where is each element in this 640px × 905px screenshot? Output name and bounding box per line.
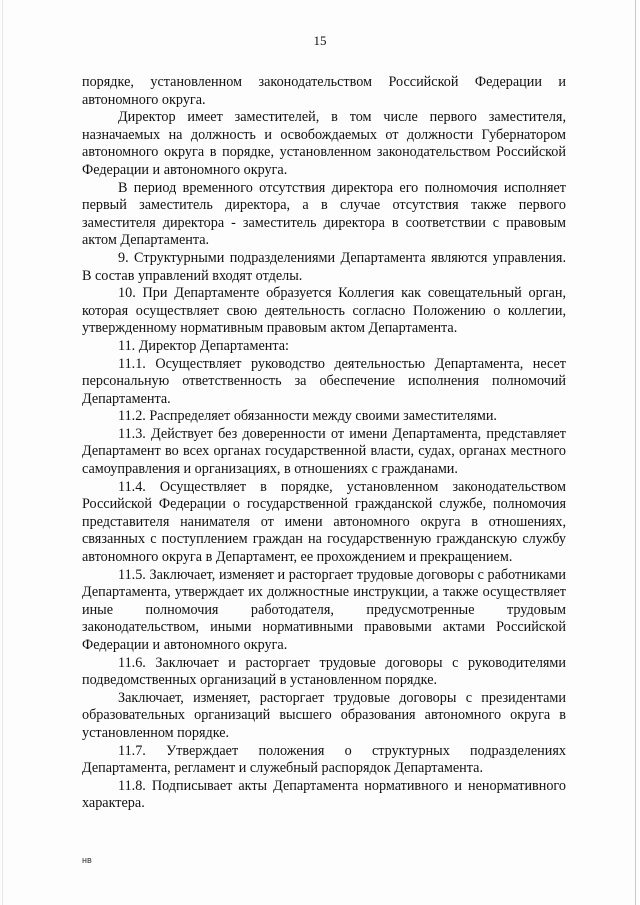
paragraph: 10. При Департаменте образуется Коллегия как совещательный орган, которая осуществляет свою деятельность согласно Положению о коллегии, утвержденному нормативным правовым актом Департамента. xyxy=(82,285,566,337)
page-number: 15 xyxy=(313,33,327,48)
paragraph: 11.6. Заключает и расторгает трудовые договоры с руководителями подведомственных организаций в установленном порядке. xyxy=(82,654,566,689)
paragraph: Заключает, изменяет, расторгает трудовые договоры с президентами образовательных организаций высшего образования автономного округа в установленном порядке. xyxy=(82,689,566,741)
paragraph: 11.8. Подписывает акты Департамента нормативного и ненормативного характера. xyxy=(82,777,566,812)
scan-edge-left xyxy=(2,0,3,905)
paragraph: В период временного отсутствия директора его полномочия исполняет первый заместитель директора, а в случае отсутствия также первого заместителя директора - заместитель директора в соответствии с правовым актом Департамента. xyxy=(82,179,566,249)
paragraph: 11.3. Действует без доверенности от имени Департамента, представляет Департамент во всех органах государственной власти, судах, органах местного самоуправления и организациях, в отношениях с гражданами. xyxy=(82,425,566,478)
paragraph: 11.1. Осуществляет руководство деятельностью Департамента, несет персональную ответственность за обеспечение исполнения полномочий Департамента. xyxy=(82,355,566,407)
document-body xyxy=(82,74,566,813)
paragraph: 11.7. Утверждает положения о структурных подразделениях Департамента, регламент и служебный распорядок Департамента. xyxy=(82,742,566,777)
paragraph: 9. Структурными подразделениями Департамента являются управления. В состав управлений входят отделы. xyxy=(82,249,566,284)
paragraph: 11. Директор Департамента: xyxy=(118,337,289,354)
paragraph: 11.5. Заключает, изменяет и расторгает трудовые договоры с работниками Департамента, утверждает их должностные инструкции, а также осуществляет иные полномочия работодателя, предусмотренные трудовым законодательством, иными нормативными правовыми актами Российской Федерации и автономного округа. xyxy=(82,566,566,653)
paragraph: 11.4. Осуществляет в порядке, установленном законодательством Российской Федерации о государственной гражданской службе, полномочия представителя нанимателя от имени автономного округа в отношениях, связанных с поступлением граждан на государственную гражданскую службу автономного округа в Департамент, ее прохождением и прекращением. xyxy=(82,478,566,566)
paragraph: Директор имеет заместителей, в том числе первого заместителя, назначаемых на должность и освобождаемых от должности Губернатором автономного округа в порядке, установленном законодательством Российской Федерации и автономного округа. xyxy=(82,109,566,178)
paragraph: порядке, установленном законодательством Российской Федерации и автономного округа. xyxy=(82,74,566,108)
paragraph: 11.2. Распределяет обязанности между своими заместителями. xyxy=(118,408,497,425)
footer-initials: нв xyxy=(82,855,92,865)
scan-edge-right xyxy=(635,0,636,905)
